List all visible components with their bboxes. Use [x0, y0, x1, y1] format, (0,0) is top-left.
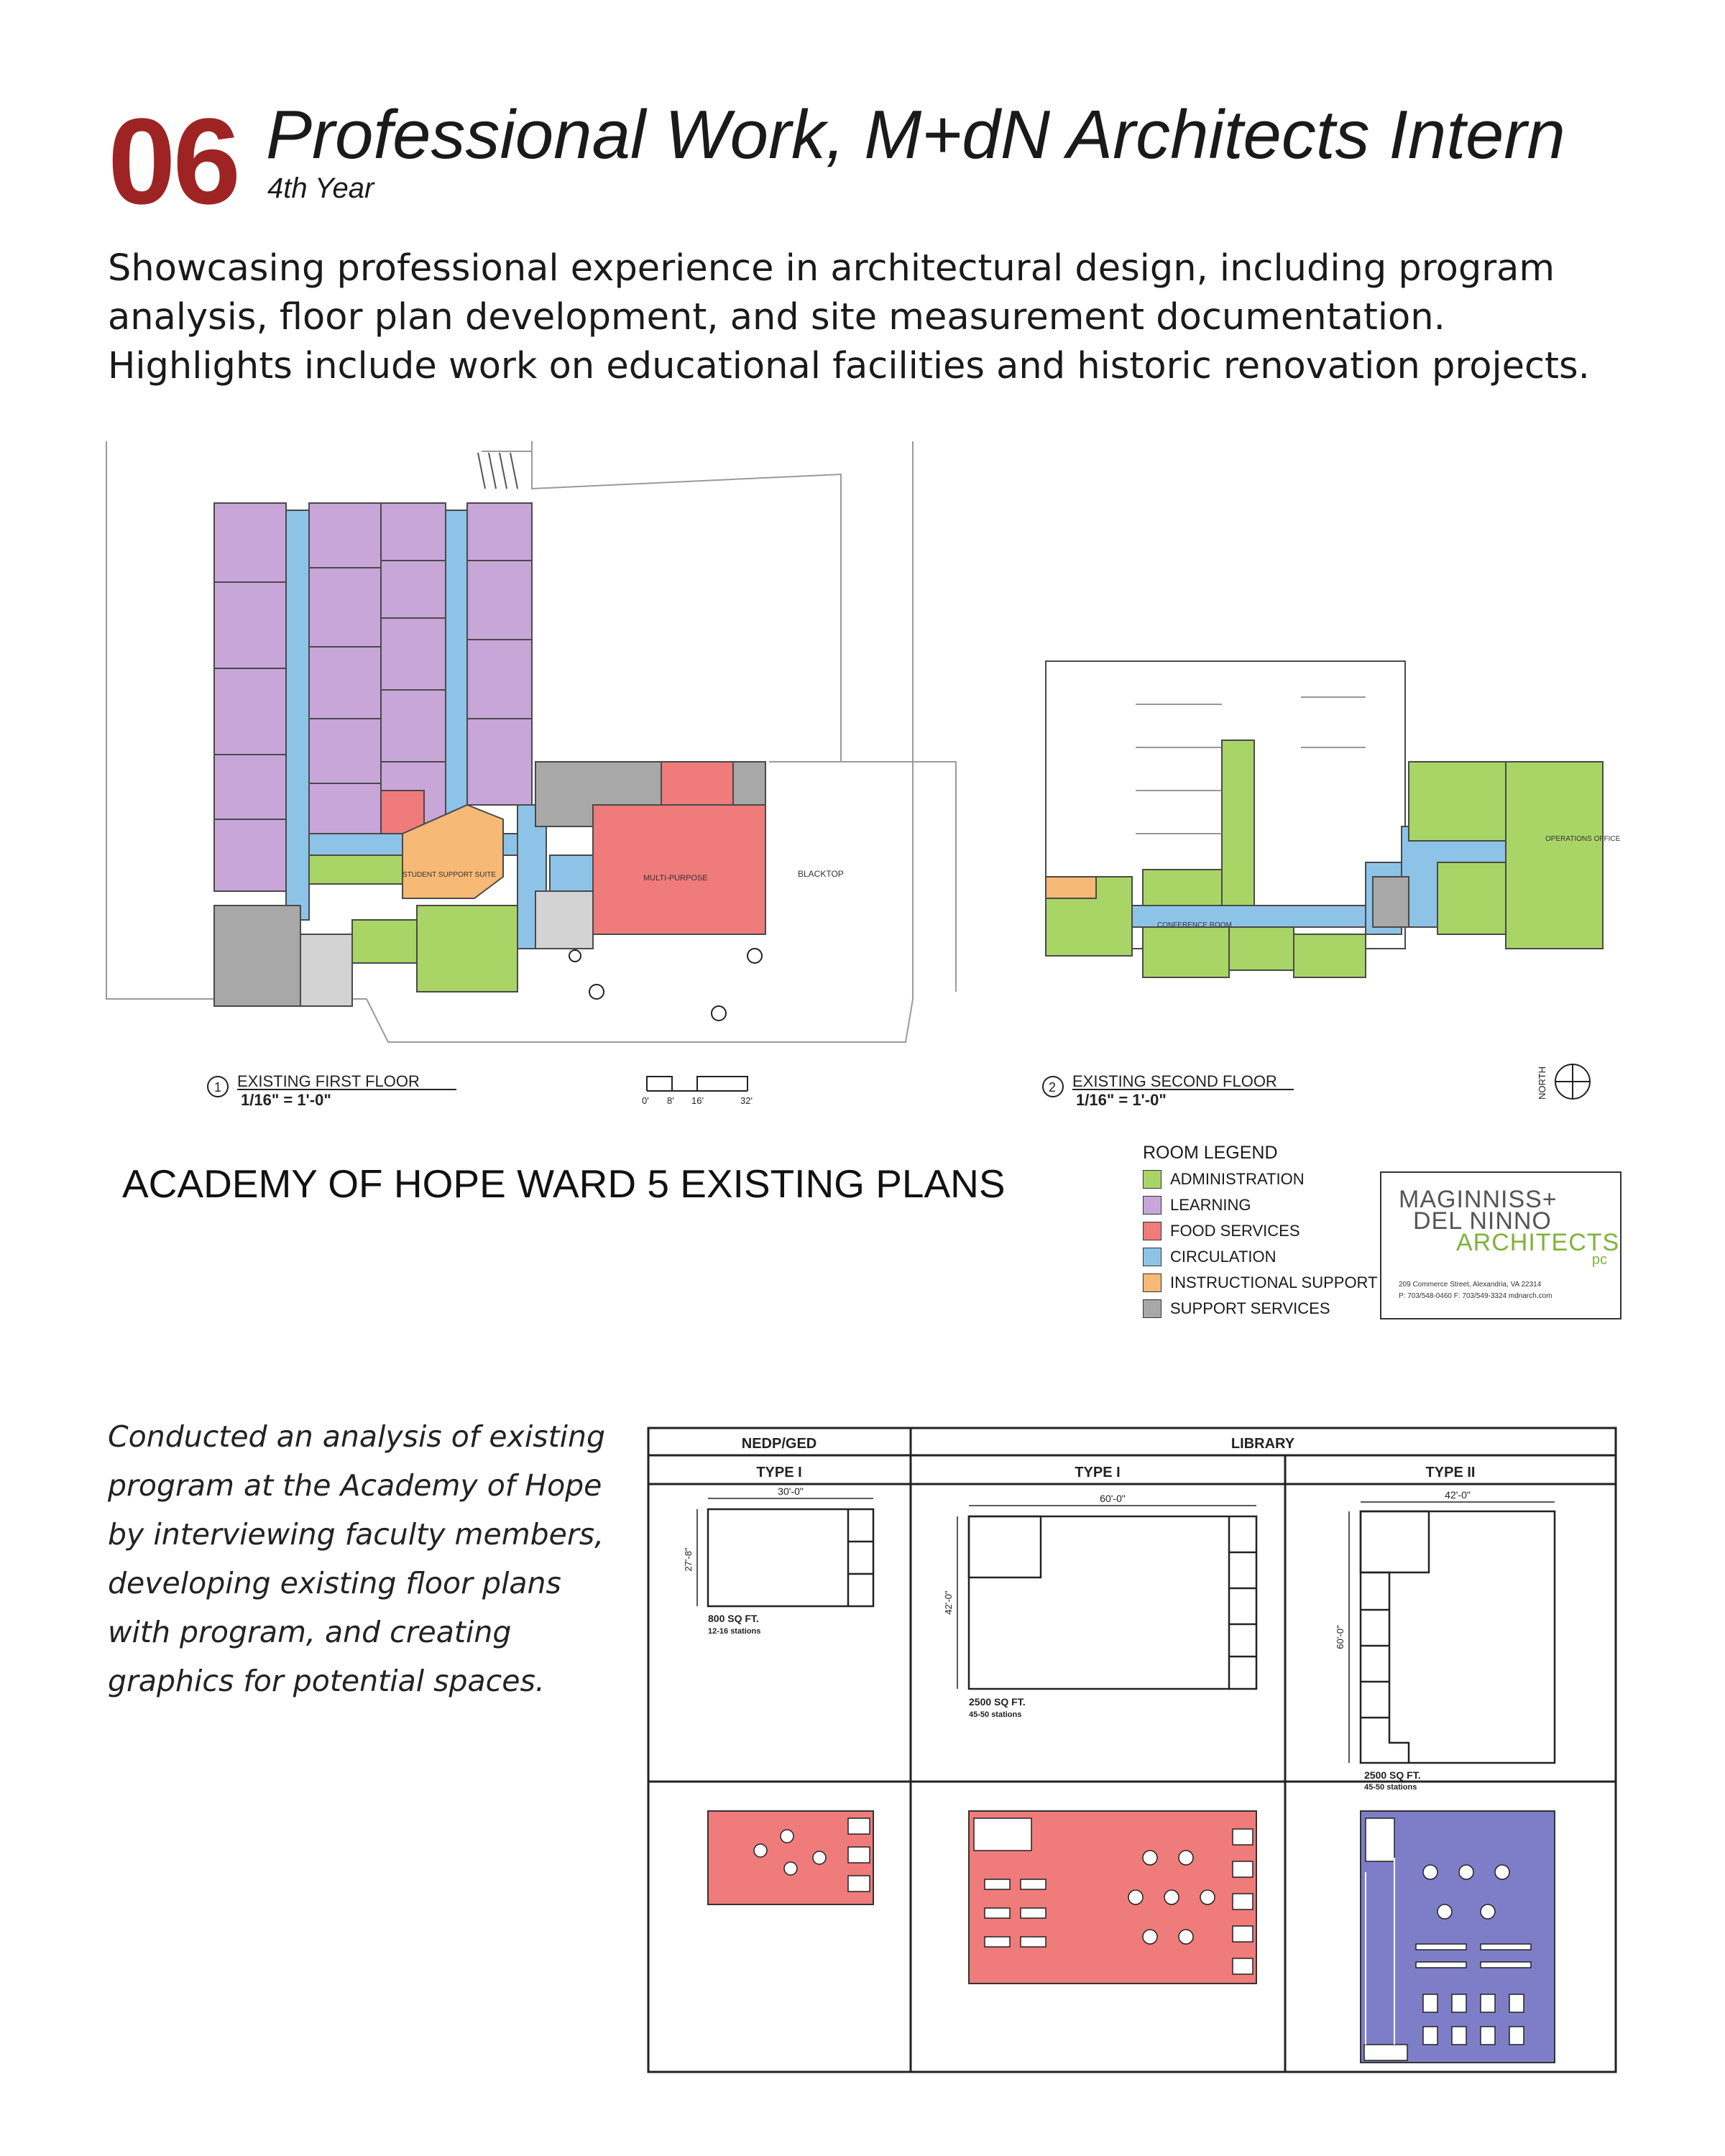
- second-floor-scale: 1/16" = 1'-0": [1076, 1091, 1167, 1109]
- legend-item-circulation: CIRCULATION: [1143, 1248, 1276, 1266]
- svg-text:42'-0": 42'-0": [943, 1590, 954, 1615]
- logo-line-3: ARCHITECTS: [1456, 1229, 1620, 1256]
- svg-text:OPERATIONS OFFICE: OPERATIONS OFFICE: [1545, 835, 1621, 843]
- page-title: Professional Work, M+dN Architects Intern: [266, 96, 1565, 173]
- svg-text:45-50 stations: 45-50 stations: [1364, 1783, 1417, 1792]
- legend-swatch: [1143, 1273, 1162, 1292]
- type-header-2: TYPE I: [1075, 1465, 1121, 1480]
- svg-text:CONFERENCE ROOM: CONFERENCE ROOM: [1157, 921, 1232, 929]
- svg-text:800 SQ FT.: 800 SQ FT.: [708, 1613, 759, 1624]
- svg-text:32': 32': [740, 1095, 753, 1106]
- group-header-library: LIBRARY: [1230, 1436, 1295, 1452]
- legend-swatch: [1143, 1196, 1162, 1215]
- first-floor-title: EXISTING FIRST FLOOR: [237, 1072, 420, 1090]
- logo-phone: P: 703/548-0460 F: 703/549-3324 mdnarch.com: [1399, 1292, 1552, 1300]
- svg-text:16': 16': [691, 1095, 704, 1106]
- svg-text:27'-8": 27'-8": [683, 1547, 694, 1572]
- project-title: ACADEMY OF HOPE WARD 5 EXISTING PLANS: [122, 1161, 1006, 1206]
- program-table: [647, 1427, 1617, 2073]
- legend-swatch: [1143, 1248, 1162, 1266]
- intro-paragraph: Showcasing professional experience in architectural design, including program analysis, floor plan development, and site measurement documentation. Highlights include work on educational facilities and historic renovation projects.: [108, 247, 1590, 387]
- first-floor-scale: 1/16" = 1'-0": [241, 1091, 331, 1109]
- second-floor-number: 2: [1049, 1080, 1057, 1095]
- north-label: NORTH: [1537, 1067, 1547, 1100]
- svg-text:MULTI-PURPOSE: MULTI-PURPOSE: [643, 874, 708, 883]
- north-arrow-icon: [1555, 1064, 1590, 1099]
- second-floor-title: EXISTING SECOND FLOOR: [1072, 1072, 1277, 1090]
- first-floor-number: 1: [214, 1080, 222, 1095]
- svg-text:45-50 stations: 45-50 stations: [969, 1710, 1022, 1719]
- svg-text:12-16 stations: 12-16 stations: [708, 1627, 761, 1636]
- legend-item-instructional-support: INSTRUCTIONAL SUPPORT: [1143, 1273, 1377, 1292]
- legend-item-learning: LEARNING: [1143, 1196, 1251, 1215]
- svg-text:STUDENT SUPPORT SUITE: STUDENT SUPPORT SUITE: [402, 871, 497, 879]
- logo-line-2: DEL NINNO: [1413, 1207, 1552, 1235]
- type-header-3: TYPE II: [1425, 1465, 1476, 1480]
- group-header-nedp: NEDP/GED: [741, 1436, 817, 1452]
- type-header-1: TYPE I: [756, 1465, 802, 1480]
- logo-address: 209 Commerce Street, Alexandria, VA 22314: [1399, 1281, 1542, 1289]
- svg-text:30'-0": 30'-0": [778, 1485, 804, 1497]
- svg-text:60'-0": 60'-0": [1335, 1625, 1346, 1649]
- legend-swatch: [1143, 1170, 1162, 1189]
- svg-text:2500 SQ FT.: 2500 SQ FT.: [969, 1696, 1026, 1708]
- legend-swatch: [1143, 1299, 1162, 1318]
- legend-item-support-services: SUPPORT SERVICES: [1143, 1299, 1330, 1318]
- caption-paragraph: Conducted an analysis of existing program at the Academy of Hope by interviewing faculty members, developing existing floor plans with program, and creating graphics for potential spaces.: [108, 1419, 606, 1698]
- firm-logo: [1380, 1171, 1622, 1319]
- section-number: 06: [108, 93, 239, 230]
- svg-text:2500 SQ FT.: 2500 SQ FT.: [1364, 1769, 1421, 1781]
- svg-text:42'-0": 42'-0": [1445, 1489, 1471, 1501]
- blacktop-label: BLACKTOP: [798, 869, 844, 879]
- svg-text:8': 8': [667, 1095, 674, 1106]
- legend-item-administration: ADMINISTRATION: [1143, 1170, 1305, 1189]
- svg-text:0': 0': [642, 1095, 649, 1106]
- logo-line-1: MAGINNISS+: [1399, 1186, 1558, 1213]
- legend-title: ROOM LEGEND: [1143, 1143, 1278, 1163]
- logo-line-4: pc: [1591, 1252, 1607, 1268]
- legend-swatch: [1143, 1222, 1162, 1240]
- svg-text:60'-0": 60'-0": [1100, 1493, 1126, 1504]
- page-subtitle: 4th Year: [267, 172, 374, 204]
- floor-plans-drawing: [0, 431, 1725, 1121]
- legend-item-food-services: FOOD SERVICES: [1143, 1222, 1300, 1240]
